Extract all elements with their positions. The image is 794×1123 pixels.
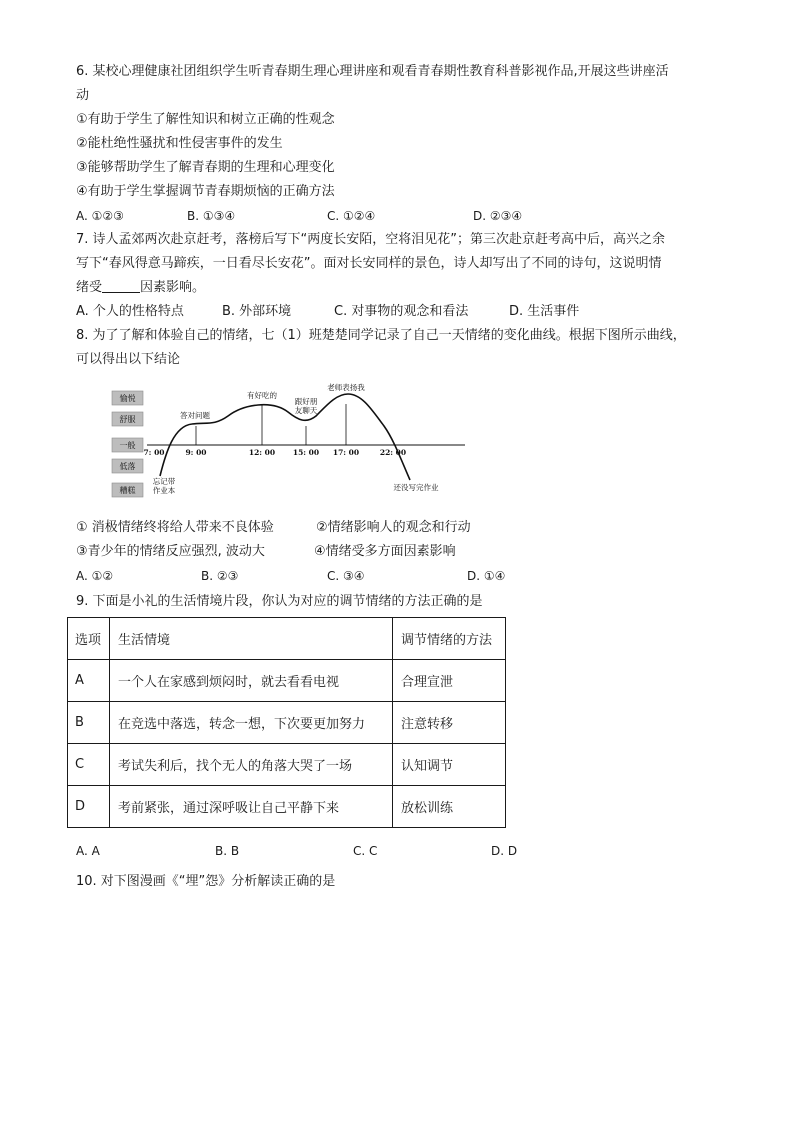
q7-stem-line3-end: 因素影响。	[140, 280, 206, 295]
q7-option-a[interactable]: A. 个人的性格特点	[76, 304, 184, 319]
y-level-label: 一般	[119, 441, 136, 450]
q6-option-c[interactable]: C. ①②④	[327, 209, 376, 223]
q7-answer-blank[interactable]	[102, 280, 140, 293]
y-level-label: 低落	[119, 462, 136, 471]
q8-option-a[interactable]: A. ①②	[76, 569, 114, 583]
q7-option-b[interactable]: B. 外部环境	[222, 304, 292, 319]
table-cell-scenario: 考前紧张，通过深呼吸让自己平静下来	[110, 786, 393, 828]
q8-item-1: ① 消极情绪终将给人带来不良体验	[76, 520, 274, 535]
table-row	[68, 660, 506, 702]
q7-stem-line2: 写下“春风得意马蹄疾，一日看尽长安花”。面对长安同样的景色，诗人却写出了不同的诗句，这说明情	[76, 256, 662, 271]
emotion-curve-svg	[110, 382, 480, 504]
q8-option-b[interactable]: B. ②③	[201, 569, 239, 583]
table-row	[68, 744, 506, 786]
table-row	[68, 702, 506, 744]
q9-option-d[interactable]: D. D	[491, 844, 518, 858]
x-tick-label: 22: 00	[379, 448, 407, 457]
q8-stem-line1: 8. 为了了解和体验自己的情绪，七（1）班楚楚同学记录了自己一天情绪的变化曲线。根据下图所示曲线，	[76, 328, 686, 343]
q6-item-1: ①有助于学生了解性知识和树立正确的性观念	[76, 112, 335, 127]
q7-stem-line3	[76, 280, 205, 296]
table-header-method: 调节情绪的方法	[393, 618, 506, 660]
q7-stem-line1: 7. 诗人孟郊两次赴京赶考，落榜后写下“两度长安陌，空将泪见花”；第三次赴京赶考高中后，高兴之余	[76, 232, 666, 247]
q8-item-4: ④情绪受多方面因素影响	[314, 544, 456, 559]
q9-stem: 9. 下面是小礼的生活情境片段，你认为对应的调节情绪的方法正确的是	[76, 594, 483, 609]
x-tick-label: 17: 00	[332, 448, 360, 457]
q6-stem-line2: 动	[76, 88, 90, 103]
x-tick-label: 7: 00	[143, 448, 165, 457]
q6-option-b[interactable]: B. ①③④	[187, 209, 236, 223]
annotation-label: 老师表扬我	[327, 383, 365, 392]
q8-option-d[interactable]: D. ①④	[467, 569, 506, 583]
q7-option-d[interactable]: D. 生活事件	[509, 304, 580, 319]
table-cell-method: 认知调节	[393, 744, 506, 786]
table-cell-option: D	[68, 786, 110, 828]
table-cell-scenario: 一个人在家感到烦闷时，就去看看电视	[110, 660, 393, 702]
y-level-label: 糟糕	[119, 486, 136, 495]
x-tick-label: 12: 00	[248, 448, 276, 457]
q8-items-line2	[76, 544, 456, 560]
table-header-scenario: 生活情境	[110, 618, 393, 660]
table-cell-scenario: 考试失利后，找个无人的角落大哭了一场	[110, 744, 393, 786]
annotation-label: 答对问题	[180, 411, 210, 420]
table-cell-method: 合理宣泄	[393, 660, 506, 702]
table-cell-method: 注意转移	[393, 702, 506, 744]
q6-item-2: ②能杜绝性骚扰和性侵害事件的发生	[76, 136, 283, 151]
table-header-option: 选项	[68, 618, 110, 660]
q9-option-a[interactable]: A. A	[76, 844, 100, 858]
table-cell-scenario: 在竞选中落选，转念一想，下次要更加努力	[110, 702, 393, 744]
emotion-curve-chart	[110, 382, 480, 504]
emotion-curve	[160, 394, 410, 480]
q10-stem: 10. 对下图漫画《“埋”怨》分析解读正确的是	[76, 874, 336, 889]
q6-option-a[interactable]: A. ①②③	[76, 209, 124, 223]
annotation-label: 还没写完作业	[393, 483, 439, 492]
x-tick-label: 9: 00	[185, 448, 207, 457]
q8-stem-line2: 可以得出以下结论	[76, 352, 181, 367]
q9-table	[67, 617, 506, 828]
table-header-row	[68, 618, 506, 660]
q6-item-4: ④有助于学生掌握调节青春期烦恼的正确方法	[76, 184, 335, 199]
q6-stem-line1: 6. 某校心理健康社团组织学生听青春期生理心理讲座和观看青春期性教育科普影视作品,开展这些讲座活	[76, 64, 669, 79]
annotation-label: 有好吃的	[247, 391, 277, 400]
q8-items-line1	[76, 520, 471, 536]
table-cell-option: A	[68, 660, 110, 702]
q8-item-2: ②情绪影响人的观念和行动	[316, 520, 471, 535]
annotation-label: 友聊天	[294, 406, 318, 415]
x-tick-label: 15: 00	[292, 448, 320, 457]
q8-item-3: ③青少年的情绪反应强烈, 波动大	[76, 544, 265, 559]
annotation-label: 作业本	[152, 486, 176, 495]
annotation-label: 忘记带	[152, 477, 176, 486]
table-cell-method: 放松训练	[393, 786, 506, 828]
table-row	[68, 786, 506, 828]
q9-option-b[interactable]: B. B	[215, 844, 240, 858]
annotation-label: 跟好朋	[294, 397, 318, 406]
table-cell-option: B	[68, 702, 110, 744]
q7-stem-line3-start: 绪受	[76, 280, 103, 295]
q8-option-c[interactable]: C. ③④	[327, 569, 365, 583]
q6-option-d[interactable]: D. ②③④	[473, 209, 523, 223]
q9-option-c[interactable]: C. C	[353, 844, 378, 858]
y-level-label: 愉悦	[119, 394, 136, 403]
y-level-label: 舒服	[119, 415, 136, 424]
table-cell-option: C	[68, 744, 110, 786]
q6-item-3: ③能够帮助学生了解青春期的生理和心理变化	[76, 160, 335, 175]
q7-option-c[interactable]: C. 对事物的观念和看法	[334, 304, 469, 319]
